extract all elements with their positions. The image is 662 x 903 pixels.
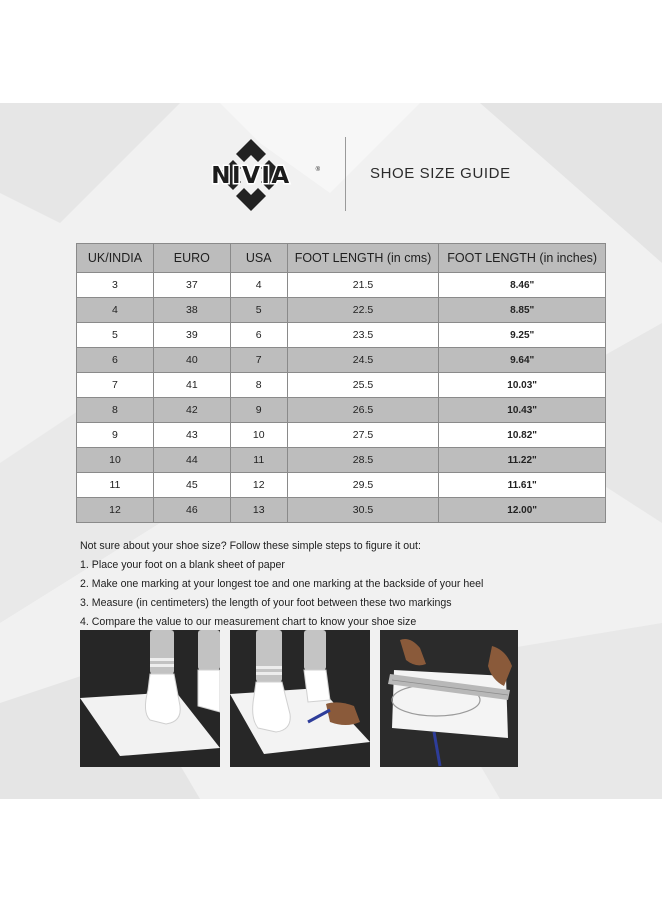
marking-foot-icon xyxy=(230,630,370,767)
usa-size-cell: 7 xyxy=(230,348,287,373)
euro-size-cell: 40 xyxy=(153,348,230,373)
table-header-row xyxy=(77,244,606,273)
usa-size-cell: 8 xyxy=(230,373,287,398)
table-row xyxy=(77,398,606,423)
foot-length-inch-cell: 12.00" xyxy=(439,498,606,523)
table-row xyxy=(77,448,606,473)
foot-length-cm-cell: 28.5 xyxy=(287,448,439,473)
table-row xyxy=(77,473,606,498)
measurement-instructions xyxy=(80,537,640,632)
usa-size-cell: 13 xyxy=(230,498,287,523)
euro-size-cell: 45 xyxy=(153,473,230,498)
foot-length-cm-cell: 22.5 xyxy=(287,298,439,323)
table-row xyxy=(77,498,606,523)
euro-size-cell: 44 xyxy=(153,448,230,473)
uk-size-cell: 7 xyxy=(77,373,154,398)
page-title: SHOE SIZE GUIDE xyxy=(370,165,511,182)
usa-size-cell: 9 xyxy=(230,398,287,423)
table-row xyxy=(77,423,606,448)
header-divider xyxy=(345,137,346,211)
euro-size-cell: 43 xyxy=(153,423,230,448)
column-header-usa: USA xyxy=(230,244,287,273)
foot-length-inch-cell: 10.82" xyxy=(439,423,606,448)
instruction-step: 1. Place your foot on a blank sheet of paper xyxy=(80,559,285,571)
foot-length-inch-cell: 9.64" xyxy=(439,348,606,373)
usa-size-cell: 6 xyxy=(230,323,287,348)
table-row xyxy=(77,323,606,348)
instruction-step: 4. Compare the value to our measurement chart to know your shoe size xyxy=(80,616,417,628)
instruction-step: 3. Measure (in centimeters) the length of your foot between these two markings xyxy=(80,597,452,609)
foot-length-inch-cell: 11.22" xyxy=(439,448,606,473)
brand-logo xyxy=(178,133,324,223)
table-row xyxy=(77,348,606,373)
usa-size-cell: 4 xyxy=(230,273,287,298)
uk-size-cell: 6 xyxy=(77,348,154,373)
foot-length-cm-cell: 25.5 xyxy=(287,373,439,398)
foot-length-cm-cell: 23.5 xyxy=(287,323,439,348)
foot-length-inch-cell: 11.61" xyxy=(439,473,606,498)
brand-wordmark: NIVIA xyxy=(211,163,291,189)
uk-size-cell: 8 xyxy=(77,398,154,423)
uk-size-cell: 11 xyxy=(77,473,154,498)
foot-length-inch-cell: 9.25" xyxy=(439,323,606,348)
foot-length-cm-cell: 27.5 xyxy=(287,423,439,448)
table-row xyxy=(77,273,606,298)
uk-size-cell: 9 xyxy=(77,423,154,448)
usa-size-cell: 12 xyxy=(230,473,287,498)
uk-size-cell: 4 xyxy=(77,298,154,323)
foot-length-cm-cell: 30.5 xyxy=(287,498,439,523)
column-header-euro: EURO xyxy=(153,244,230,273)
usa-size-cell: 10 xyxy=(230,423,287,448)
euro-size-cell: 37 xyxy=(153,273,230,298)
uk-size-cell: 12 xyxy=(77,498,154,523)
column-header-uk-india: UK/INDIA xyxy=(77,244,154,273)
foot-on-paper-photo xyxy=(80,630,220,767)
euro-size-cell: 46 xyxy=(153,498,230,523)
ruler-measure-photo xyxy=(380,630,518,767)
foot-length-cm-cell: 24.5 xyxy=(287,348,439,373)
euro-size-cell: 41 xyxy=(153,373,230,398)
euro-size-cell: 38 xyxy=(153,298,230,323)
ruler-measure-icon xyxy=(380,630,518,767)
marking-foot-photo xyxy=(230,630,370,767)
usa-size-cell: 11 xyxy=(230,448,287,473)
column-header-foot-length-inch: FOOT LENGTH (in inches) xyxy=(439,244,606,273)
foot-length-cm-cell: 29.5 xyxy=(287,473,439,498)
uk-size-cell: 5 xyxy=(77,323,154,348)
instruction-step: 2. Make one marking at your longest toe and one marking at the backside of your heel xyxy=(80,578,484,590)
foot-length-inch-cell: 8.46" xyxy=(439,273,606,298)
euro-size-cell: 39 xyxy=(153,323,230,348)
size-guide-card xyxy=(0,103,662,799)
foot-length-cm-cell: 21.5 xyxy=(287,273,439,298)
euro-size-cell: 42 xyxy=(153,398,230,423)
uk-size-cell: 3 xyxy=(77,273,154,298)
foot-length-inch-cell: 10.43" xyxy=(439,398,606,423)
foot-length-inch-cell: 8.85" xyxy=(439,298,606,323)
foot-length-cm-cell: 26.5 xyxy=(287,398,439,423)
foot-on-paper-icon xyxy=(80,630,220,767)
shoe-size-table xyxy=(76,243,606,523)
foot-length-inch-cell: 10.03" xyxy=(439,373,606,398)
column-header-foot-length-cm: FOOT LENGTH (in cms) xyxy=(287,244,439,273)
usa-size-cell: 5 xyxy=(230,298,287,323)
table-row xyxy=(77,373,606,398)
instructions-intro: Not sure about your shoe size? Follow these simple steps to figure it out: xyxy=(80,540,421,552)
uk-size-cell: 10 xyxy=(77,448,154,473)
registered-mark: ® xyxy=(315,167,320,173)
table-row xyxy=(77,298,606,323)
